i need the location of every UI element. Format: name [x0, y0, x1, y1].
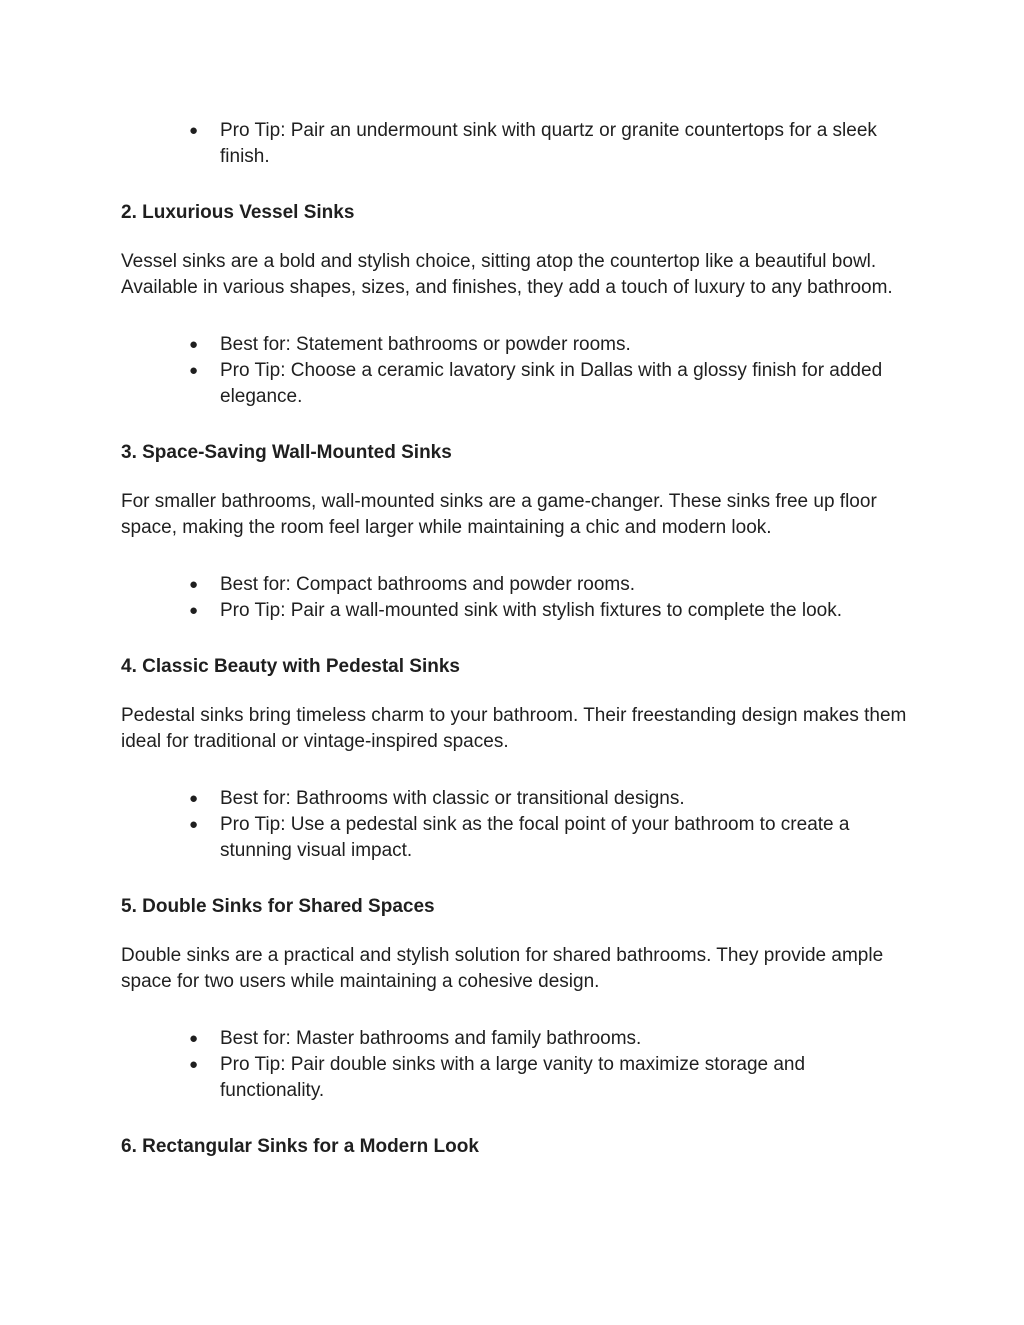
list-item-text: Pro Tip: Use a pedestal sink as the focal point of your bathroom to create a stunning visual impact. — [220, 814, 850, 861]
section-paragraph: For smaller bathrooms, wall-mounted sinks are a game-changer. These sinks free up floor space, making the room feel larger while maintaining a chic and modern look. — [121, 491, 877, 538]
section-heading: 3. Space-Saving Wall-Mounted Sinks — [121, 442, 452, 463]
list-item — [189, 1052, 911, 1104]
section-paragraph: Vessel sinks are a bold and stylish choice, sitting atop the countertop like a beautiful bowl. Available in various shapes, sizes, and finishes, they add a touch of luxury to any bathroom. — [121, 251, 893, 298]
list-item-text: Pro Tip: Pair an undermount sink with quartz or granite countertops for a sleek finish. — [220, 120, 877, 167]
list-item — [189, 812, 911, 864]
list-item-text: Pro Tip: Pair double sinks with a large vanity to maximize storage and functionality. — [220, 1054, 806, 1101]
tip-list — [121, 1026, 911, 1104]
list-item — [189, 118, 911, 170]
list-item-text: Pro Tip: Pair a wall-mounted sink with stylish fixtures to complete the look. — [220, 600, 842, 621]
section-heading: 5. Double Sinks for Shared Spaces — [121, 896, 435, 917]
tip-list — [121, 332, 911, 410]
bullet-icon: ● — [189, 602, 199, 619]
section-paragraph: Double sinks are a practical and stylish solution for shared bathrooms. They provide ample space for two users while maintaining a cohesive design. — [121, 945, 884, 992]
list-item — [189, 1026, 911, 1052]
list-item — [189, 332, 911, 358]
bullet-icon: ● — [189, 362, 199, 379]
tip-list — [121, 572, 911, 624]
list-item-text: Best for: Compact bathrooms and powder rooms. — [220, 574, 636, 595]
list-item — [189, 598, 911, 624]
bullet-icon: ● — [189, 122, 199, 139]
bullet-icon: ● — [189, 1056, 199, 1073]
bullet-icon: ● — [189, 816, 199, 833]
bullet-icon: ● — [189, 1030, 199, 1047]
list-item-text: Best for: Master bathrooms and family bathrooms. — [220, 1028, 642, 1049]
intro-tip-list — [121, 118, 911, 170]
section-heading: 2. Luxurious Vessel Sinks — [121, 202, 355, 223]
bullet-icon: ● — [189, 336, 199, 353]
section-heading: 6. Rectangular Sinks for a Modern Look — [121, 1136, 479, 1157]
bullet-icon: ● — [189, 790, 199, 807]
document-content — [121, 118, 911, 1160]
bullet-icon: ● — [189, 576, 199, 593]
list-item-text: Pro Tip: Choose a ceramic lavatory sink in Dallas with a glossy finish for added elegance. — [220, 360, 883, 407]
section-heading: 4. Classic Beauty with Pedestal Sinks — [121, 656, 460, 677]
tip-list — [121, 786, 911, 864]
list-item-text: Best for: Statement bathrooms or powder rooms. — [220, 334, 631, 355]
list-item — [189, 572, 911, 598]
list-item — [189, 358, 911, 410]
list-item-text: Best for: Bathrooms with classic or transitional designs. — [220, 788, 685, 809]
section-paragraph: Pedestal sinks bring timeless charm to your bathroom. Their freestanding design makes them ideal for traditional or vintage-inspired spaces. — [121, 705, 907, 752]
list-item — [189, 786, 911, 812]
